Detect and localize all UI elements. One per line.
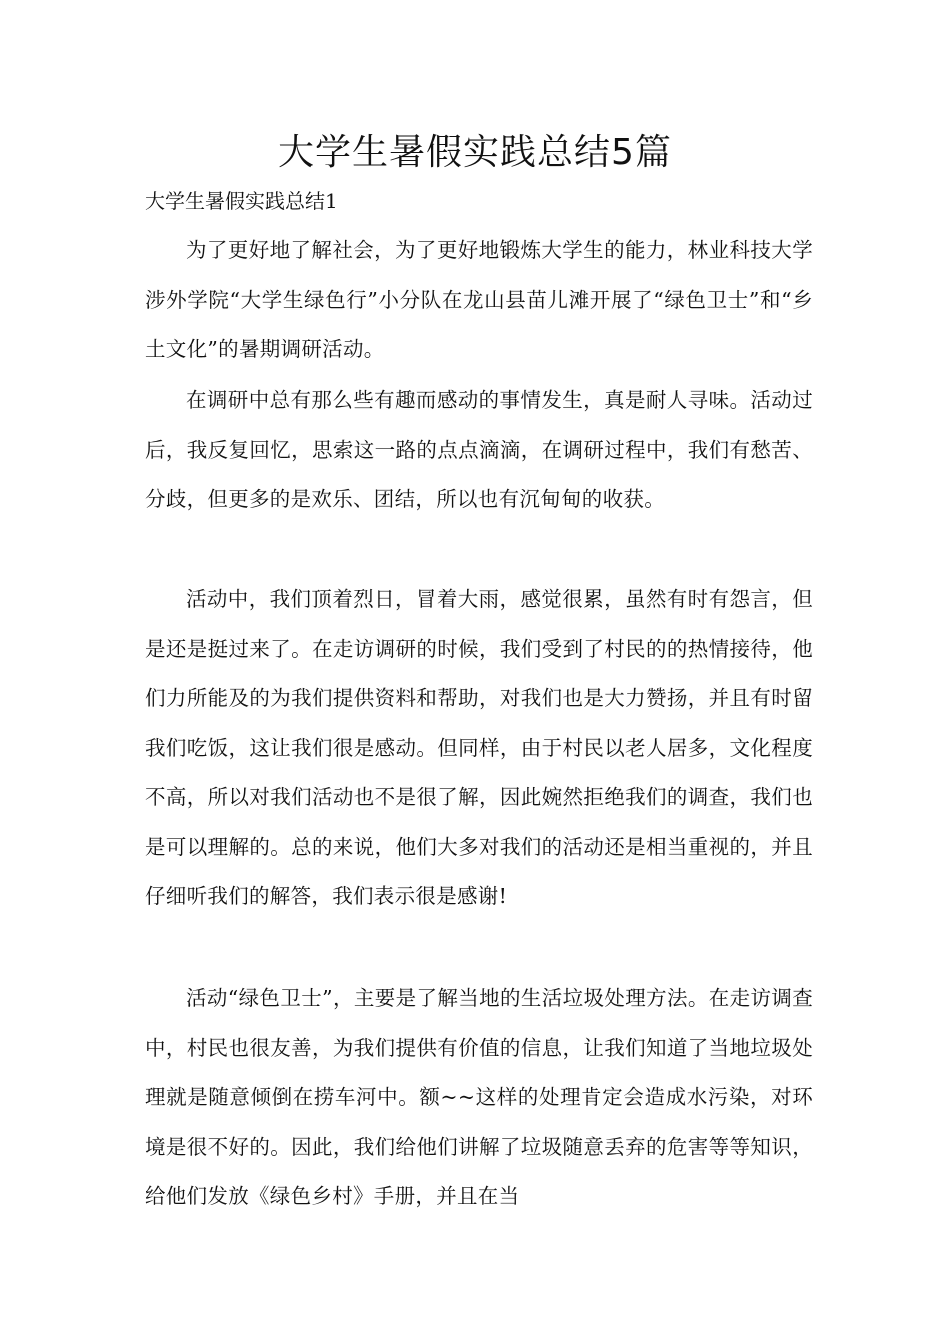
paragraph-3: 活动中，我们顶着烈日，冒着大雨，感觉很累，虽然有时有怨言，但是还是挺过来了。在走访调研的时候，我们受到了村民的的热情接待，他们力所能及的为我们提供资料和帮助，对我们也是大力赞扬，并且有时留我们吃饭，这让我们很是感动。但同样，由于村民以老人居多，文化程度不高，所以对我们活动也不是很了解，因此婉然拒绝我们的调查，我们也是可以理解的。总的来说，他们大多对我们的活动还是相当重视的，并且仔细听我们的解答，我们表示很是感谢!	[145, 587, 813, 908]
section-heading: 大学生暑假实践总结1	[145, 189, 338, 213]
paragraph-4: 活动“绿色卫士”，主要是了解当地的生活垃圾处理方法。在走访调查中，村民也很友善，为我们提供有价值的信息，让我们知道了当地垃圾处理就是随意倾倒在捞车河中。额~~这样的处理肯定会造成水污染，对环境是很不好的。因此，我们给他们讲解了垃圾随意丢弃的危害等等知识，给他们发放《绿色乡村》手册，并且在当	[145, 986, 813, 1208]
document-title: 大学生暑假实践总结5篇	[278, 132, 672, 173]
paragraph-1: 为了更好地了解社会，为了更好地锻炼大学生的能力，林业科技大学涉外学院“大学生绿色行”小分队在龙山县苗儿滩开展了“绿色卫士”和“乡土文化”的暑期调研活动。	[145, 238, 813, 361]
paragraph-2: 在调研中总有那么些有趣而感动的事情发生，真是耐人寻味。活动过后，我反复回忆，思索这一路的点点滴滴，在调研过程中，我们有愁苦、分歧，但更多的是欢乐、团结，所以也有沉甸甸的收获。	[145, 388, 813, 511]
